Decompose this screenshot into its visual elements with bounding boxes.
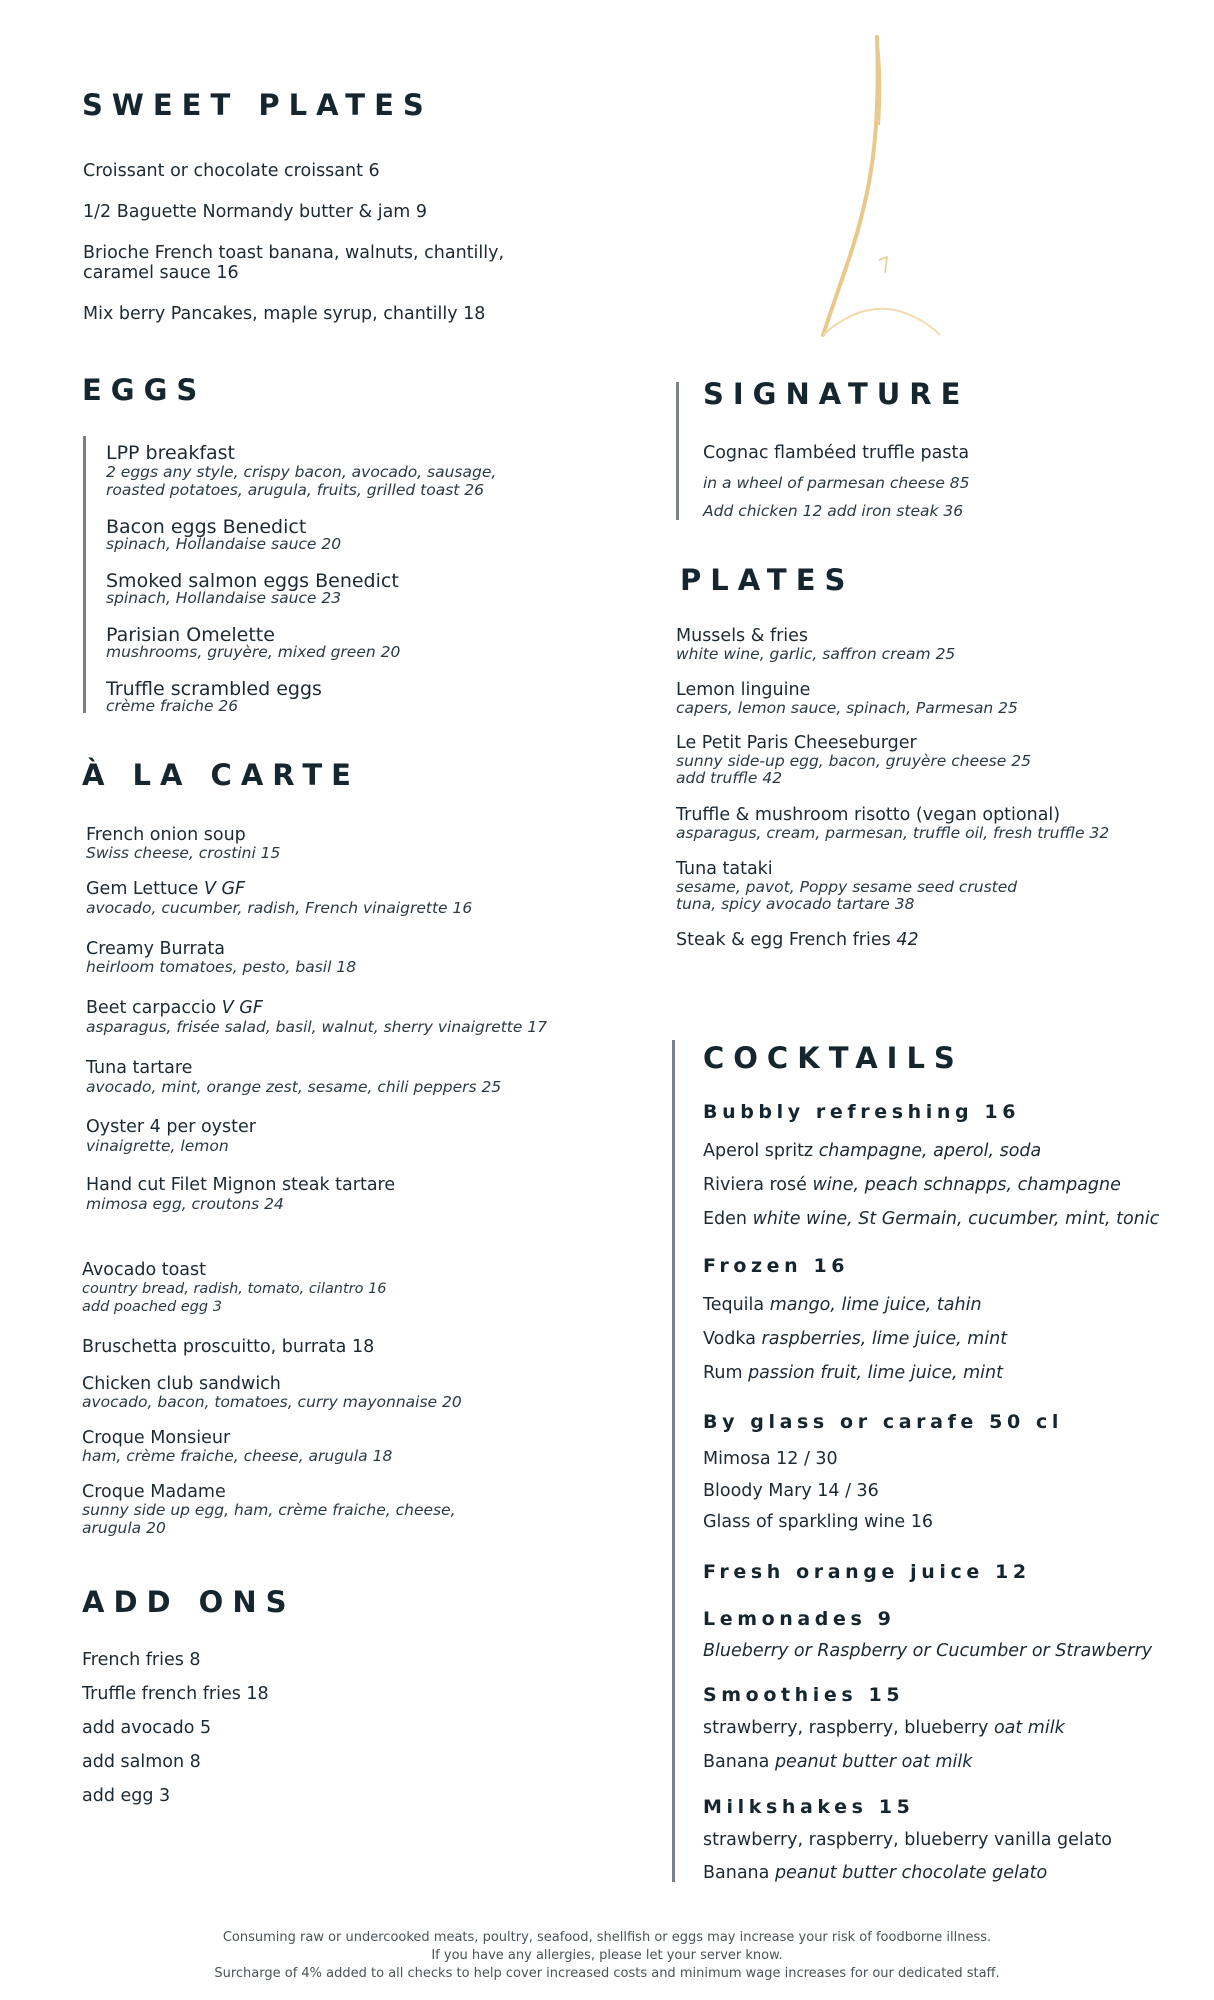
cocktail-desc: oat milk: [988, 1718, 1065, 1738]
sandwich-item-name: Chicken club sandwich: [82, 1374, 281, 1394]
plate-item-desc: sesame, pavot, Poppy sesame seed crusted: [676, 878, 1018, 896]
sweet-item: Mix berry Pancakes, maple syrup, chantilly 18: [83, 304, 486, 324]
sandwich-item-desc: sunny side up egg, ham, crème fraiche, cheese,: [82, 1501, 456, 1519]
cocktail-item: [703, 1295, 982, 1315]
cocktail-name: Tequila: [703, 1295, 765, 1315]
cocktail-desc: mango, lime juice, tahin: [764, 1295, 982, 1315]
carte-item-desc: vinaigrette, lemon: [86, 1137, 229, 1155]
carte-item-desc: mimosa egg, croutons 24: [86, 1195, 284, 1213]
sweet-plates-heading: SWEET PLATES: [82, 88, 433, 122]
plate-item-desc: capers, lemon sauce, spinach, Parmesan 25: [676, 699, 1018, 717]
lemonade-flavors: Blueberry or Raspberry or Cucumber or Strawberry: [703, 1641, 1153, 1661]
cocktail-group-title: By glass or carafe 50 cl: [703, 1411, 1063, 1433]
price: 42: [896, 930, 919, 950]
signature-item-desc: in a wheel of parmesan cheese 85: [703, 474, 970, 492]
sandwich-item-desc: add poached egg 3: [82, 1299, 222, 1315]
add-on-item: add egg 3: [82, 1786, 171, 1806]
sandwich-item-name: Croque Monsieur: [82, 1428, 231, 1448]
add-on-item: Truffle french fries 18: [82, 1684, 269, 1704]
add-on-item: add salmon 8: [82, 1752, 201, 1772]
sweet-item: Brioche French toast banana, walnuts, chantilly,: [83, 243, 505, 263]
cocktail-group-title: Bubbly refreshing 16: [703, 1101, 1021, 1123]
dietary-tag: V GF: [221, 998, 263, 1018]
cocktail-desc: peanut butter oat milk: [769, 1752, 973, 1772]
plate-item-desc: asparagus, cream, parmesan, truffle oil, fresh truffle 32: [676, 824, 1110, 842]
sandwich-item-name: Avocado toast: [82, 1260, 207, 1280]
cocktails-heading: COCKTAILS: [703, 1041, 964, 1075]
plate-item-name: [676, 805, 1060, 825]
plate-item-label: Steak & egg French fries: [676, 930, 891, 950]
sandwich-item-name: Croque Madame: [82, 1482, 226, 1502]
eggs-item-name: Parisian Omelette: [106, 624, 275, 646]
eiffel-tower-icon: [815, 35, 955, 345]
carte-item-name: [86, 879, 245, 899]
cocktail-name: strawberry, raspberry, blueberry: [703, 1718, 989, 1738]
cocktail-desc: wine, peach schnapps, champagne: [806, 1175, 1121, 1195]
cocktail-name: Riviera: [703, 1175, 764, 1195]
cocktail-group-title: Milkshakes 15: [703, 1796, 915, 1818]
carte-item-name: Oyster 4 per oyster: [86, 1117, 256, 1137]
price: 16: [905, 1512, 934, 1532]
cocktail-name: Vodka: [703, 1329, 756, 1349]
signature-heading: SIGNATURE: [703, 377, 970, 411]
add-on-item: French fries 8: [82, 1650, 201, 1670]
carte-item-desc: avocado, mint, orange zest, sesame, chili peppers 25: [86, 1078, 502, 1096]
cocktail-item: [703, 1481, 879, 1501]
a-la-carte-heading: À LA CARTE: [82, 758, 360, 792]
cocktail-desc: passion fruit, lime juice, mint: [742, 1363, 1003, 1383]
cocktail-name: strawberry, raspberry, blueberry: [703, 1830, 989, 1850]
cocktail-name: Mimosa: [703, 1449, 771, 1469]
cocktail-item: [703, 1512, 933, 1532]
cocktail-name: Rum: [703, 1363, 743, 1383]
cocktail-item: [703, 1363, 1003, 1383]
add-on-item: add avocado 5: [82, 1718, 212, 1738]
plate-item-name: Tuna tataki: [676, 859, 773, 879]
sweet-item: caramel sauce 16: [83, 263, 239, 283]
eggs-item-desc: spinach, Hollandaise sauce 23: [106, 589, 342, 607]
cocktail-item: [703, 1863, 1047, 1883]
cocktail-item: [703, 1718, 1065, 1738]
sandwich-item-name: [82, 1337, 374, 1357]
sandwich-item-desc: avocado, bacon, tomatoes, curry mayonnaise 20: [82, 1393, 462, 1411]
signature-divider: [676, 382, 679, 520]
carte-item-name: Tuna tartare: [86, 1058, 193, 1078]
cocktail-item: [703, 1141, 1041, 1161]
plate-item-name: Le Petit Paris Cheeseburger: [676, 733, 917, 753]
cocktail-name: Eden: [703, 1209, 748, 1229]
cocktail-name: Bloody Mary: [703, 1481, 812, 1501]
plate-item-label: Truffle & mushroom risotto: [676, 805, 911, 825]
sandwich-item-desc: arugula 20: [82, 1519, 166, 1537]
cocktail-item: [703, 1209, 1159, 1229]
add-ons-heading: ADD ONS: [82, 1585, 296, 1619]
cocktail-plain: rosé: [763, 1175, 807, 1195]
cocktail-group-title: Smoothies 15: [703, 1684, 905, 1706]
price: 14 / 36: [811, 1481, 879, 1501]
eggs-item-name: Bacon eggs Benedict: [106, 516, 307, 538]
carte-item-desc: heirloom tomatoes, pesto, basil 18: [86, 958, 357, 976]
price: 12 / 30: [770, 1449, 838, 1469]
carte-item-name: Hand cut Filet Mignon steak tartare: [86, 1175, 396, 1195]
cocktail-desc: raspberries, lime juice, mint: [755, 1329, 1008, 1349]
vegan-note: (vegan optional): [910, 805, 1061, 825]
eggs-item-name: LPP breakfast: [106, 442, 236, 464]
sweet-item: 1/2 Baguette Normandy butter & jam 9: [83, 202, 428, 222]
cocktail-name: Banana: [703, 1863, 770, 1883]
plate-item-desc: add truffle 42: [676, 769, 783, 787]
eggs-item-desc: crème fraiche 26: [106, 697, 239, 715]
plate-item-desc: white wine, garlic, saffron cream 25: [676, 645, 956, 663]
cocktail-name: Aperol spritz: [703, 1141, 814, 1161]
sandwich-item-desc: ham, crème fraiche, cheese, arugula 18: [82, 1447, 393, 1465]
eggs-item-desc: spinach, Hollandaise sauce 20: [106, 535, 342, 553]
sweet-item: Croissant or chocolate croissant 6: [83, 161, 380, 181]
eggs-item-desc: 2 eggs any style, crispy bacon, avocado, sausage,: [106, 463, 497, 481]
footer-surcharge-note: Surcharge of 4% added to all checks to help cover increased costs and minimum wage increases for our dedicated staff.: [214, 1966, 1000, 1981]
plates-heading: PLATES: [680, 563, 855, 597]
carte-item-desc: asparagus, frisée salad, basil, walnut, sherry vinaigrette 17: [86, 1018, 548, 1036]
carte-item-name: Creamy Burrata: [86, 939, 225, 959]
cocktail-item: [703, 1752, 972, 1772]
eggs-item-desc: roasted potatoes, arugula, fruits, grilled toast 26: [106, 481, 485, 499]
cocktails-divider: [672, 1040, 675, 1882]
price: 18: [351, 1337, 375, 1357]
carte-item-desc: avocado, cucumber, radish, French vinaigrette 16: [86, 899, 473, 917]
carte-item-name: French onion soup: [86, 825, 246, 845]
cocktail-item: [703, 1449, 838, 1469]
plate-item-name: Mussels & fries: [676, 626, 809, 646]
cocktail-plain: vanilla gelato: [988, 1830, 1113, 1850]
carte-item-label: Beet carpaccio: [86, 998, 217, 1018]
sandwich-item-desc: country bread, radish, tomato, cilantro 16: [82, 1281, 387, 1297]
eggs-item-name: Smoked salmon eggs Benedict: [106, 570, 399, 592]
signature-item-desc: Add chicken 12 add iron steak 36: [703, 502, 964, 520]
cocktail-desc: white wine, St Germain, cucumber, mint, tonic: [747, 1209, 1160, 1229]
cocktail-name: Banana: [703, 1752, 770, 1772]
cocktail-group-title: Fresh orange juice 12: [703, 1561, 1031, 1583]
carte-item-label: Gem Lettuce: [86, 879, 199, 899]
eggs-heading: EGGS: [82, 373, 207, 407]
plate-item-name: Lemon linguine: [676, 680, 811, 700]
cocktail-group-title: Frozen 16: [703, 1255, 850, 1277]
cocktail-group-title: Lemonades 9: [703, 1608, 896, 1630]
eggs-item-name: Truffle scrambled eggs: [106, 678, 322, 700]
cocktail-item: [703, 1175, 1121, 1195]
dietary-tag: V GF: [203, 879, 246, 899]
plate-item-name: [676, 930, 919, 950]
eggs-divider: [83, 436, 86, 713]
eggs-item-desc: mushrooms, gruyère, mixed green 20: [106, 643, 401, 661]
cocktail-desc: peanut butter chocolate gelato: [769, 1863, 1048, 1883]
cocktail-item: [703, 1329, 1007, 1349]
cocktail-name: Glass of sparkling wine: [703, 1512, 906, 1532]
sandwich-item-label: Bruschetta proscuitto, burrata: [82, 1337, 347, 1357]
carte-item-desc: Swiss cheese, crostini 15: [86, 844, 281, 862]
plate-item-desc: sunny side-up egg, bacon, gruyère cheese 25: [676, 752, 1031, 770]
signature-item-name: Cognac flambéed truffle pasta: [703, 443, 970, 463]
cocktail-desc: champagne, aperol, soda: [813, 1141, 1042, 1161]
plate-item-desc: tuna, spicy avocado tartare 38: [676, 895, 915, 913]
footer-allergy-note: If you have any allergies, please let your server know.: [431, 1948, 783, 1963]
footer-disclaimer: Consuming raw or undercooked meats, poultry, seafood, shellfish or eggs may increase your risk of foodborne illness.: [222, 1930, 992, 1945]
carte-item-name: [86, 998, 263, 1018]
cocktail-item: [703, 1830, 1112, 1850]
